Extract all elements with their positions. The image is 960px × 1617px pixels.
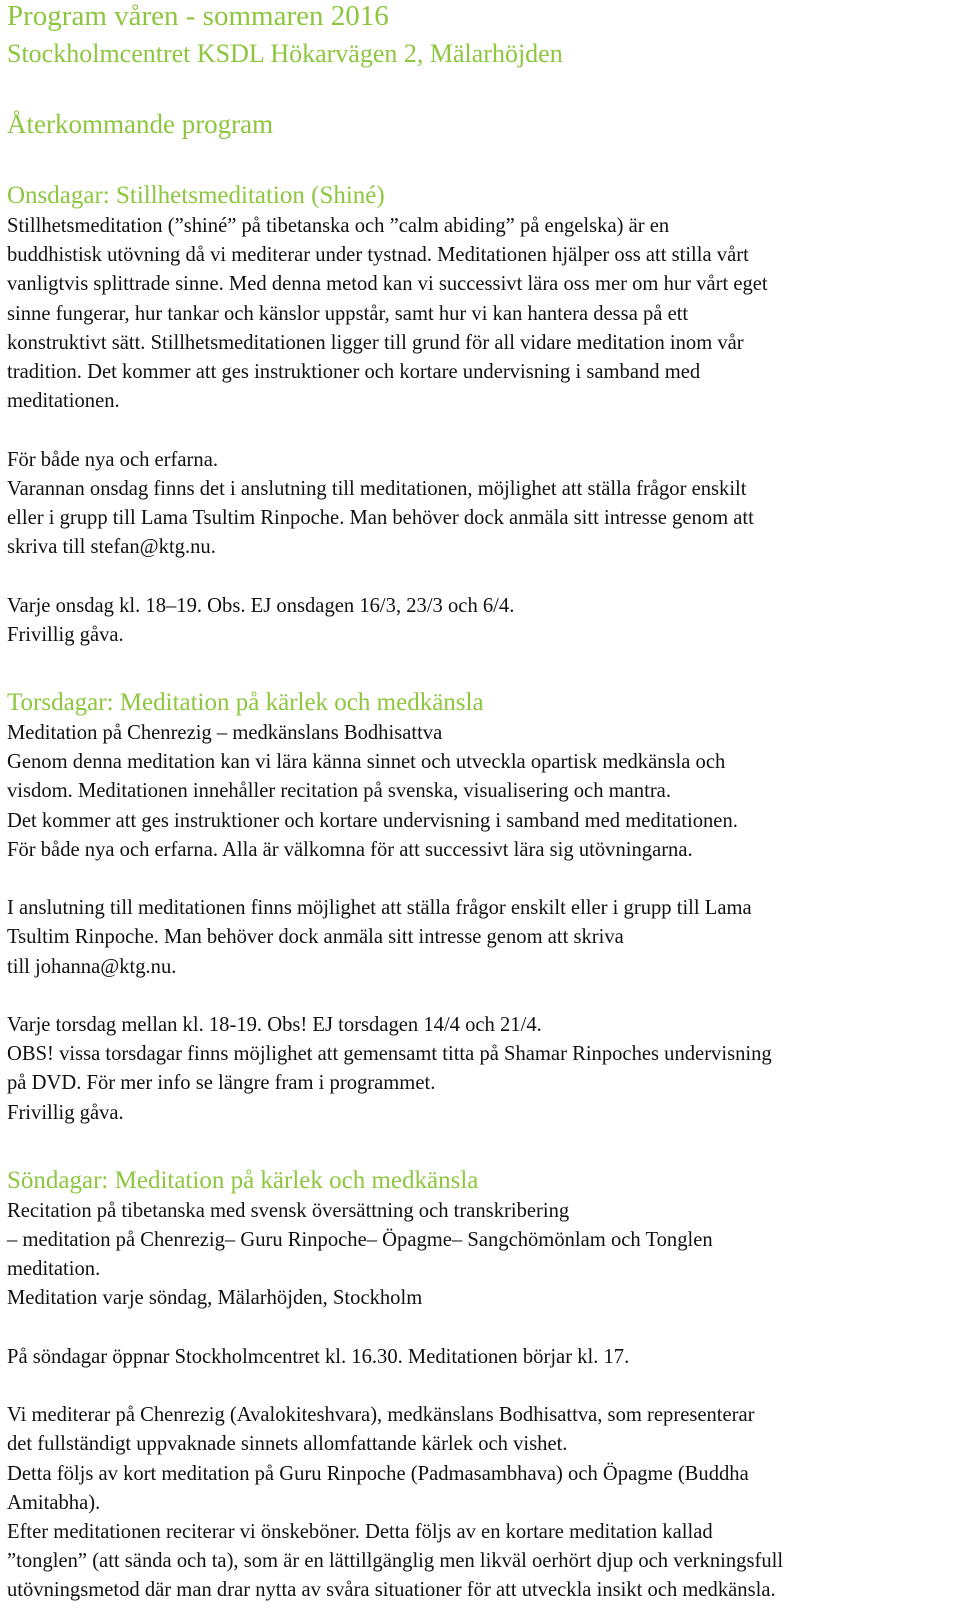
text-line: på DVD. För mer info se längre fram i programmet. bbox=[7, 1072, 436, 1095]
text-line: Varje onsdag kl. 18–19. Obs. EJ onsdagen 16/3, 23/3 och 6/4. bbox=[7, 594, 515, 617]
text-line: Stillhetsmeditation (”shiné” på tibetanska och ”calm abiding” på engelska) är en bbox=[7, 215, 670, 237]
recurring-heading: Återkommande program bbox=[7, 109, 274, 139]
text-line: För både nya och erfarna. Alla är välkomna för att successivt lära sig utövningarna. bbox=[7, 838, 693, 861]
text-line: Frivillig gåva. bbox=[7, 1101, 124, 1124]
text-line: Amitabha). bbox=[7, 1491, 101, 1514]
text-line: I anslutning till meditationen finns möjlighet att ställa frågor enskilt eller i grupp till Lama bbox=[7, 897, 752, 920]
text-line: Frivillig gåva. bbox=[7, 623, 124, 646]
text-line: det fullständigt uppvaknade sinnets allomfattande kärlek och vishet. bbox=[7, 1433, 568, 1456]
text-line: Det kommer att ges instruktioner och kortare undervisning i samband med meditationen. bbox=[7, 809, 738, 832]
text-line: Genom denna meditation kan vi lära känna sinnet och utveckla opartisk medkänsla och bbox=[7, 751, 726, 774]
page-subtitle: Stockholmcentret KSDL Hökarvägen 2, Mälarhöjden bbox=[7, 39, 563, 68]
text-line: konstruktivt sätt. Stillhetsmeditationen ligger till grund för all vidare meditation inom vår bbox=[7, 331, 744, 354]
text-line: Vi mediterar på Chenrezig (Avalokiteshvara), medkänslans Bodhisattva, som representerar bbox=[7, 1404, 755, 1427]
text-line: visdom. Meditationen innehåller recitation på svenska, visualisering och mantra. bbox=[7, 780, 671, 803]
text-line: till johanna@ktg.nu. bbox=[7, 955, 177, 978]
text-line: ”tonglen” (att sända och ta), som är en lättillgänglig men likväl oerhört djup och verkningsfull bbox=[7, 1550, 784, 1573]
text-line: Recitation på tibetanska med svensk översättning och transkribering bbox=[7, 1199, 570, 1222]
text-line: För både nya och erfarna. bbox=[7, 448, 218, 471]
wednesday-section bbox=[7, 179, 950, 650]
text-line: Tsultim Rinpoche. Man behöver dock anmäla sitt intresse genom att skriva bbox=[7, 926, 624, 949]
text-line: Varje torsdag mellan kl. 18-19. Obs! EJ torsdagen 14/4 och 21/4. bbox=[7, 1014, 542, 1037]
text-line: skriva till stefan@ktg.nu. bbox=[7, 536, 216, 559]
text-line: meditationen. bbox=[7, 390, 120, 413]
text-line: Detta följs av kort meditation på Guru Rinpoche (Padmasambhava) och Öpagme (Buddha bbox=[7, 1462, 749, 1485]
text-line: vanligtvis splittrade sinne. Med denna metod kan vi successivt lära oss mer om hur vårt eget bbox=[7, 273, 768, 296]
text-line: På söndagar öppnar Stockholmcentret kl. 16.30. Meditationen börjar kl. 17. bbox=[7, 1345, 630, 1368]
text-line: meditation. bbox=[7, 1258, 101, 1281]
text-line: OBS! vissa torsdagar finns möjlighet att gemensamt titta på Shamar Rinpoches undervisning bbox=[7, 1043, 772, 1066]
text-line: Efter meditationen reciterar vi önskeböner. Detta följs av en kortare meditation kallad bbox=[7, 1521, 713, 1544]
text-line: buddhistisk utövning då vi mediterar under tystnad. Meditationen hjälper oss att stilla vårt bbox=[7, 244, 749, 267]
wednesday-heading: Onsdagar: Stillhetsmeditation (Shiné) bbox=[7, 182, 385, 209]
text-line: tradition. Det kommer att ges instruktioner och kortare undervisning i samband med bbox=[7, 361, 701, 384]
text-line: eller i grupp till Lama Tsultim Rinpoche. Man behöver dock anmäla sitt intresse genom att bbox=[7, 507, 754, 530]
thursday-section bbox=[7, 686, 950, 1128]
text-line: Meditation varje söndag, Mälarhöjden, Stockholm bbox=[7, 1287, 423, 1310]
sunday-heading: Söndagar: Meditation på kärlek och medkänsla bbox=[7, 1166, 479, 1194]
text-line: Meditation på Chenrezig – medkänslans Bodhisattva bbox=[7, 722, 443, 745]
text-line: sinne fungerar, hur tankar och känslor uppstår, samt hur vi kan hantera dessa på ett bbox=[7, 302, 689, 325]
text-line: utövningsmetod där man drar nytta av svåra situationer för att utveckla insikt och medkänsla. bbox=[7, 1579, 776, 1602]
text-line: Varannan onsdag finns det i anslutning till meditationen, möjlighet att ställa frågor enskilt bbox=[7, 477, 747, 500]
page-title: Program våren - sommaren 2016 bbox=[7, 0, 389, 32]
thursday-heading: Torsdagar: Meditation på kärlek och medkänsla bbox=[7, 689, 484, 717]
text-line: – meditation på Chenrezig– Guru Rinpoche– Öpagme– Sangchömönlam och Tonglen bbox=[7, 1229, 713, 1252]
sunday-section bbox=[7, 1164, 950, 1606]
